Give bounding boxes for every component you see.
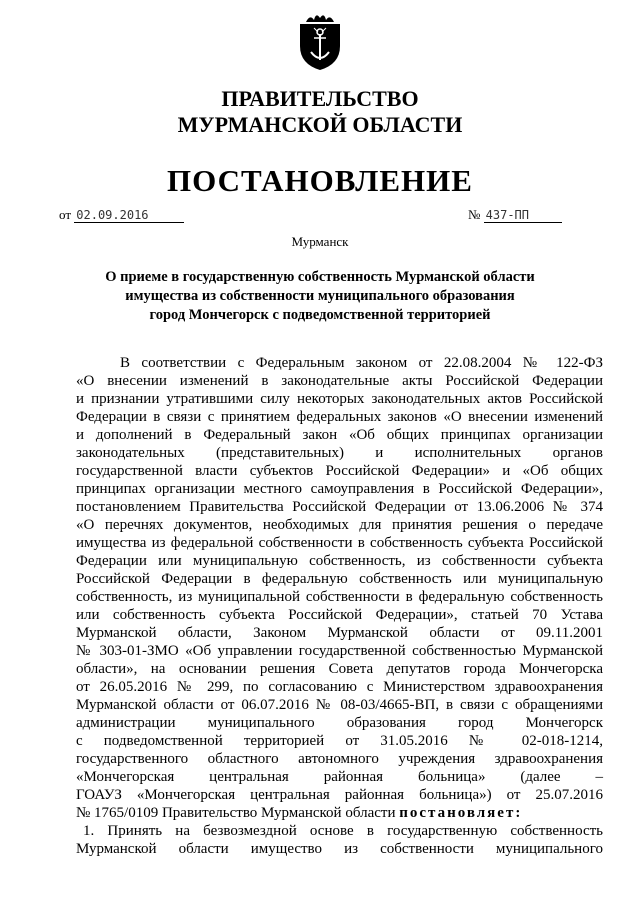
- item-1-line-2: Мурманской области имущество из собственности муниципального: [76, 841, 603, 857]
- body-line: № 303-01-ЗМО «Об управлении государственной собственностью Мурманской: [76, 643, 603, 659]
- body-line: «О внесении изменений в законодательные акты Российской Федерации: [76, 373, 603, 389]
- date-prefix: от: [59, 207, 72, 222]
- body-line: законодательных (представительных) и исполнительных органов: [76, 445, 603, 461]
- government-title-line-1: ПРАВИТЕЛЬСТВО: [221, 86, 419, 111]
- body-line: Мурманской области от 06.07.2016 № 08-03/4665-ВП, в связи с обращениями: [76, 697, 603, 713]
- document-type-title: ПОСТАНОВЛЕНИЕ: [167, 163, 473, 198]
- body-line: и признании утратившими силу некоторых законодательных актов Российской: [76, 391, 603, 407]
- body-line: «О перечнях документов, необходимых для принятия решения о передаче: [76, 517, 603, 533]
- subject-line-3: город Мончегорск с подведомственной территорией: [149, 307, 491, 323]
- body-line: имущества из федеральной собственности в собственность субъекта Российской: [76, 535, 603, 551]
- body-line: Федерации или муниципальную собственность, из собственности субъекта: [76, 553, 603, 569]
- body-line: государственного областного автономного учреждения здравоохранения: [76, 751, 603, 767]
- item-1-line-1: 1. Принять на безвозмездной основе в государственную собственность: [83, 823, 603, 839]
- body-line: Федерации в связи с принятием федеральных законов «О внесении изменений: [76, 409, 603, 425]
- resolution-prefix: № 1765/0109 Правительство Мурманской области: [76, 805, 400, 821]
- resolution-keyword: постановляет:: [399, 805, 523, 821]
- date-value: 02.09.2016: [74, 208, 184, 223]
- body-line: области», на основании решения Совета депутатов города Мончегорска: [76, 661, 603, 677]
- government-title-line-2: МУРМАНСКОЙ ОБЛАСТИ: [177, 112, 463, 137]
- city-name: Мурманск: [291, 234, 349, 249]
- body-line: «Мончегорская центральная районная больница» (далее –: [76, 769, 603, 785]
- body-line: В соответствии с Федеральным законом от 22.08.2004 № 122-ФЗ: [120, 355, 603, 371]
- body-line: Мурманской области, Законом Мурманской области от 09.11.2001: [76, 625, 603, 641]
- body-line: Российской Федерации в федеральную собственность или муниципальную: [76, 571, 603, 587]
- body-line: постановлением Правительства Российской Федерации от 13.06.2006 № 374: [76, 499, 603, 515]
- date-row: [59, 207, 184, 223]
- body-line: от 26.05.2016 № 299, по согласованию с Министерством здравоохранения: [76, 679, 603, 695]
- body-line: с подведомственной территорией от 31.05.2016 № 02-018-1214,: [76, 733, 603, 749]
- body-line: государственной власти субъектов Российской Федерации» и «Об общих: [76, 463, 603, 479]
- coat-of-arms-icon: [296, 12, 344, 72]
- subject-line-1: О приеме в государственную собственность Мурманской области: [105, 269, 535, 285]
- body-line: собственность, из муниципальной собственности в федеральную собственность: [76, 589, 603, 605]
- body-line: и дополнений в Федеральный закон «Об общих принципах организации: [76, 427, 603, 443]
- number-prefix: №: [468, 207, 481, 222]
- body-line: принципах организации местного самоуправления в Российской Федерации»,: [76, 481, 603, 497]
- subject-line-2: имущества из собственности муниципального образования: [125, 288, 515, 304]
- resolution-line: [76, 804, 603, 822]
- number-row: [468, 207, 562, 223]
- number-value: 437-ПП: [484, 208, 562, 223]
- body-line: ГОАУЗ «Мончегорская центральная районная больница») от 25.07.2016: [76, 787, 603, 803]
- body-line: или собственность субъекта Российской Федерации», статьей 70 Устава: [76, 607, 603, 623]
- body-line: администрации муниципального образования город Мончегорск: [76, 715, 603, 731]
